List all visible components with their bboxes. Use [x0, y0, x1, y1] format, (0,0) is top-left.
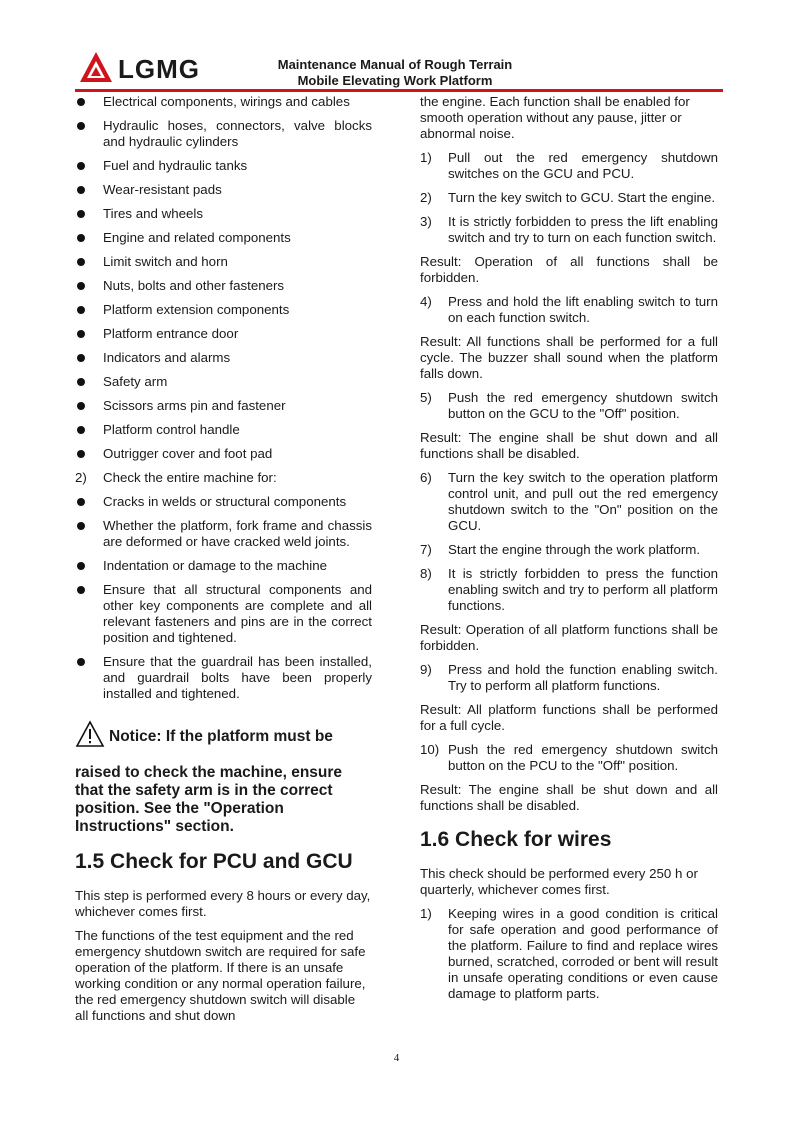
- section-title-pcu-gcu: 1.5 Check for PCU and GCU: [75, 850, 353, 873]
- bullet-icon: [77, 522, 85, 530]
- bullet-icon: [77, 306, 85, 314]
- bullet-icon: [77, 378, 85, 386]
- step-9: 9) Press and hold the function enabling switch. Try to perform all platform functions.: [420, 662, 718, 693]
- step-8: 8) It is strictly forbidden to press the function enabling switch and try to perform all platform functions.: [420, 566, 718, 613]
- step-7: 7) Start the engine through the work platform.: [420, 542, 701, 557]
- bullet-icon: [77, 122, 85, 130]
- bullet-icon: [77, 354, 85, 362]
- result-text: Result: The engine shall be shut down and all functions shall be disabled.: [420, 782, 718, 813]
- manual-title-line2: Mobile Elevating Work Platform: [297, 73, 493, 88]
- list-item: Tires and wheels: [75, 206, 372, 222]
- bullet-icon: [77, 330, 85, 338]
- logo-text: LGMG: [118, 54, 200, 84]
- notice-heading: Notice: If the platform must be: [75, 724, 372, 750]
- result-text: Result: All platform functions shall be performed for a full cycle.: [420, 702, 718, 733]
- notice-body: raised to check the machine, ensure that the safety arm is in the correct position. See the "Operation Instructions" section.: [75, 764, 343, 835]
- bullet-icon: [77, 186, 85, 194]
- bullet-icon: [77, 586, 85, 594]
- paragraph: This check should be performed every 250 h or quarterly, whichever comes first.: [420, 866, 698, 897]
- list-item: Whether the platform, fork frame and chassis are deformed or have cracked weld joints.: [75, 518, 372, 550]
- bullet-icon: [77, 162, 85, 170]
- safety-notice: [75, 724, 372, 836]
- list-item: Platform control handle: [75, 422, 372, 438]
- list-item: Ensure that the guardrail has been installed, and guardrail bolts have been properly installed and tightened.: [75, 654, 372, 702]
- bullet-icon: [77, 562, 85, 570]
- list-item: Nuts, bolts and other fasteners: [75, 278, 372, 294]
- result-text: Result: Operation of all platform functions shall be forbidden.: [420, 622, 718, 653]
- header-rule: [75, 89, 723, 92]
- list-item: Safety arm: [75, 374, 372, 390]
- list-item: Limit switch and horn: [75, 254, 372, 270]
- step-4: 4) Press and hold the lift enabling switch to turn on each function switch.: [420, 294, 718, 325]
- step-6: 6) Turn the key switch to the operation platform control unit, and pull out the red emergency shutdown switch to the "On" position on the GCU.: [420, 470, 718, 533]
- bullet-icon: [77, 234, 85, 242]
- list-item: Fuel and hydraulic tanks: [75, 158, 372, 174]
- manual-title-line1: Maintenance Manual of Rough Terrain: [277, 57, 513, 72]
- bullet-icon: [77, 402, 85, 410]
- bullet-icon: [77, 658, 85, 666]
- page-header: [0, 0, 793, 95]
- list-item: Ensure that all structural components and other key components are complete and all relevant fasteners and pins are in the correct position and tightened.: [75, 582, 372, 646]
- paragraph: The functions of the test equipment and the red emergency shutdown switch are required for safe operation of the platform. If there is an unsafe working condition or any normal operation failure, the red emergency shutdown switch will disable all functions and shut down: [75, 928, 366, 1023]
- result-text: Result: The engine shall be shut down and all functions shall be disabled.: [420, 430, 718, 461]
- bullet-icon: [77, 282, 85, 290]
- list-item: Hydraulic hoses, connectors, valve blocks and hydraulic cylinders: [75, 118, 372, 150]
- step-5: 5) Push the red emergency shutdown switch button on the GCU to the "Off" position.: [420, 390, 718, 421]
- section-title-wires: 1.6 Check for wires: [420, 828, 612, 851]
- step-number: 2): [75, 470, 87, 485]
- step-1: 1) Pull out the red emergency shutdown switches on the GCU and PCU.: [420, 150, 718, 181]
- wire-step-1: 1) Keeping wires in a good condition is critical for safe operation and good performance of the platform. Failure to find and replace wires burned, scratched, corroded or bent will result in unsafe operating conditions or even cause damage to platform parts.: [420, 906, 718, 1001]
- logo-mark-icon: [78, 50, 114, 84]
- manual-title: [230, 57, 560, 89]
- left-column: [75, 94, 372, 1032]
- list-item: Indentation or damage to the machine: [75, 558, 372, 574]
- bullet-icon: [77, 210, 85, 218]
- result-text: Result: Operation of all functions shall be forbidden.: [420, 254, 718, 285]
- list-item: Platform entrance door: [75, 326, 372, 342]
- bullet-icon: [77, 426, 85, 434]
- result-text: Result: All functions shall be performed for a full cycle. The buzzer shall sound when the platform falls down.: [420, 334, 718, 381]
- list-item: Electrical components, wirings and cables: [75, 94, 372, 110]
- machine-check-bullet-list: [75, 494, 372, 702]
- step-text: Check the entire machine for:: [103, 470, 277, 485]
- right-column: [420, 94, 718, 1010]
- paragraph: the engine. Each function shall be enabled for smooth operation without any pause, jitter or abnormal noise.: [420, 94, 690, 141]
- list-item: Platform extension components: [75, 302, 372, 318]
- step-3: 3) It is strictly forbidden to press the lift enabling switch and try to turn on each function switch.: [420, 214, 718, 245]
- step-10: 10) Push the red emergency shutdown switch button on the PCU to the "Off" position.: [420, 742, 718, 773]
- list-item: Wear-resistant pads: [75, 182, 372, 198]
- paragraph: This step is performed every 8 hours or every day, whichever comes first.: [75, 888, 371, 919]
- step-2: 2) Turn the key switch to GCU. Start the engine.: [420, 190, 716, 205]
- bullet-icon: [77, 98, 85, 106]
- list-item: Indicators and alarms: [75, 350, 372, 366]
- list-item: Cracks in welds or structural components: [75, 494, 372, 510]
- list-item: Scissors arms pin and fastener: [75, 398, 372, 414]
- bullet-icon: [77, 498, 85, 506]
- list-item: Outrigger cover and foot pad: [75, 446, 372, 462]
- inspection-bullet-list: [75, 94, 372, 462]
- warning-triangle-icon: [75, 720, 105, 748]
- list-item: Engine and related components: [75, 230, 372, 246]
- step-2: [75, 470, 372, 486]
- bullet-icon: [77, 258, 85, 266]
- bullet-icon: [77, 450, 85, 458]
- lgmg-logo: [78, 50, 208, 86]
- page-number: 4: [393, 1052, 400, 1064]
